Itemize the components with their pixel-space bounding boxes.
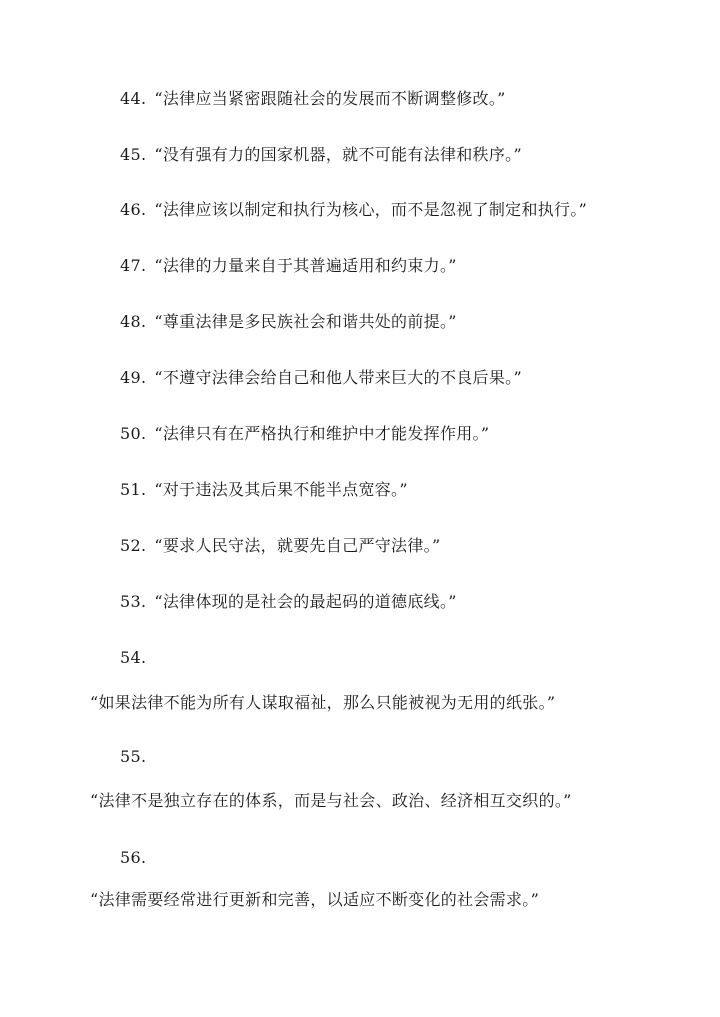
item-text: “没有强有力的国家机器，就不可能有法律和秩序。” xyxy=(154,145,522,164)
item-number: 55. xyxy=(120,747,147,766)
item-number: 56. xyxy=(120,848,147,867)
item-text: “法律应该以制定和执行为核心，而不是忽视了制定和执行。” xyxy=(154,200,588,219)
item-number: 49. xyxy=(120,368,147,387)
item-number: 52. xyxy=(120,536,147,555)
item-number: 46. xyxy=(120,200,147,219)
item-number: 51. xyxy=(120,480,147,499)
item-number: 50. xyxy=(120,424,147,443)
list-item xyxy=(120,144,522,166)
item-text: “对于违法及其后果不能半点宽容。” xyxy=(154,480,408,499)
item-text: “法律体现的是社会的最起码的道德底线。” xyxy=(154,592,457,611)
item-text: “如果法律不能为所有人谋取福祉，那么只能被视为无用的纸张。” xyxy=(90,693,556,712)
item-number: 54. xyxy=(120,648,147,667)
list-item xyxy=(120,535,440,557)
item-number: 47. xyxy=(120,256,147,275)
list-item xyxy=(120,199,587,221)
item-text: “法律应当紧密跟随社会的发展而不断调整修改。” xyxy=(154,89,506,108)
item-text: “要求人民守法，就要先自己严守法律。” xyxy=(154,536,441,555)
item-number: 45. xyxy=(120,145,147,164)
item-text: “不遵守法律会给自己和他人带来巨大的不良后果。” xyxy=(154,368,522,387)
list-item xyxy=(120,591,457,613)
item-number: 48. xyxy=(120,312,147,331)
list-item xyxy=(120,367,522,389)
item-text: “尊重法律是多民族社会和谐共处的前提。” xyxy=(154,312,457,331)
item-text: “法律需要经常进行更新和完善，以适应不断变化的社会需求。” xyxy=(90,890,540,909)
list-item xyxy=(120,479,408,501)
item-text: “法律只有在严格执行和维护中才能发挥作用。” xyxy=(154,424,490,443)
list-item xyxy=(120,88,506,110)
list-item xyxy=(120,255,457,277)
list-item xyxy=(120,311,457,333)
item-text: “法律不是独立存在的体系，而是与社会、政治、经济相互交织的。” xyxy=(90,791,572,810)
item-number: 53. xyxy=(120,592,147,611)
list-item xyxy=(120,423,489,445)
item-text: “法律的力量来自于其普遍适用和约束力。” xyxy=(154,256,457,275)
item-number: 44. xyxy=(120,89,147,108)
